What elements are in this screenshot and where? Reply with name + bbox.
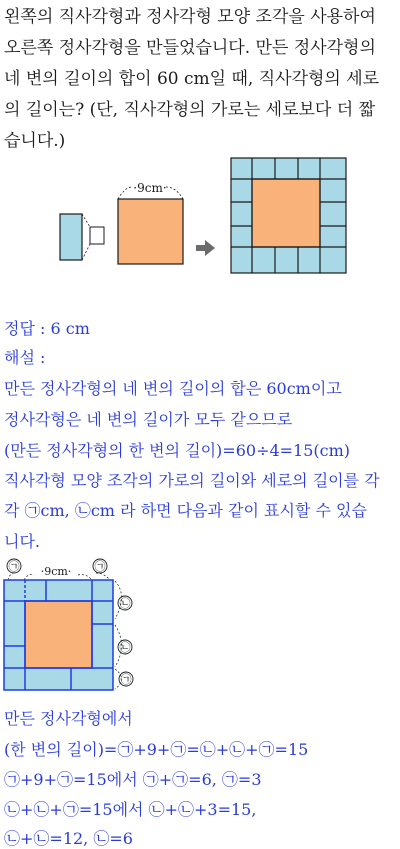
label-9cm: ·9cm· — [133, 181, 167, 195]
explanation2-line-2: (한 변의 길이)=㉠+9+㉠=㉡+㉡+㉠=15 — [4, 740, 309, 759]
piece-small-square — [90, 227, 104, 244]
explanation-line-2: 정사각형은 네 변의 길이가 모두 같으므로 — [4, 410, 293, 429]
mark-a-right — [119, 672, 133, 686]
assembled-square — [231, 158, 346, 273]
question-figure — [0, 150, 400, 280]
explanation2-line-1: 만든 정사각형에서 — [4, 709, 133, 728]
mark-b-right-2 — [118, 640, 132, 654]
answer-line: 정답 : 6 cm — [4, 319, 90, 338]
question-line-3: 네 변의 길이의 합이 60 cm일 때, 직사각형의 세로 — [4, 69, 380, 89]
arrow-icon — [196, 240, 215, 256]
explanation-line-5: 각 ㉠cm, ㉡cm 라 하면 다음과 같이 표시할 수 있습 — [4, 501, 367, 520]
svg-text:㉡: ㉡ — [119, 597, 131, 610]
explanation-square — [4, 580, 113, 690]
fig-label-9cm: ·9cm· — [40, 565, 72, 578]
explanation2-line-3: ㉠+9+㉠=15에서 ㉠+㉠=6, ㉠=3 — [4, 770, 262, 789]
piece-square — [118, 199, 183, 264]
explanation2-line-4: ㉡+㉡+㉠=15에서 ㉡+㉡+3=15, — [4, 800, 257, 819]
piece-rectangle — [60, 214, 82, 260]
svg-text:㉠: ㉠ — [94, 560, 106, 573]
mark-a-top-left — [7, 559, 21, 573]
svg-text:㉡: ㉡ — [119, 641, 131, 654]
svg-text:㉠: ㉠ — [8, 560, 20, 573]
question-line-4: 의 길이는? (단, 직사각형의 가로는 세로보다 더 짧 — [4, 100, 375, 120]
explanation-figure — [0, 555, 160, 695]
question-line-1: 왼쪽의 직사각형과 정사각형 모양 조각을 사용하여 — [4, 7, 376, 27]
explanation-line-4: 직사각형 모양 조각의 가로의 길이와 세로의 길이를 각 — [4, 471, 380, 490]
explanation2-line-5: ㉡+㉡=12, ㉡=6 — [4, 829, 133, 848]
explanation-line-1: 만든 정사각형의 네 변의 길이의 합은 60cm이고 — [4, 379, 342, 398]
explanation-line-6: 니다. — [4, 532, 40, 551]
explanation-line-3: (만든 정사각형의 한 변의 길이)=60÷4=15(cm) — [4, 441, 351, 460]
mark-a-top-right — [93, 559, 107, 573]
question-line-5: 습니다.) — [4, 131, 66, 151]
mark-b-right-1 — [118, 596, 132, 610]
explanation-heading: 해설 : — [4, 348, 46, 367]
svg-text:㉠: ㉠ — [120, 673, 132, 686]
question-line-2: 오른쪽 정사각형을 만들었습니다. 만든 정사각형의 — [4, 38, 376, 58]
